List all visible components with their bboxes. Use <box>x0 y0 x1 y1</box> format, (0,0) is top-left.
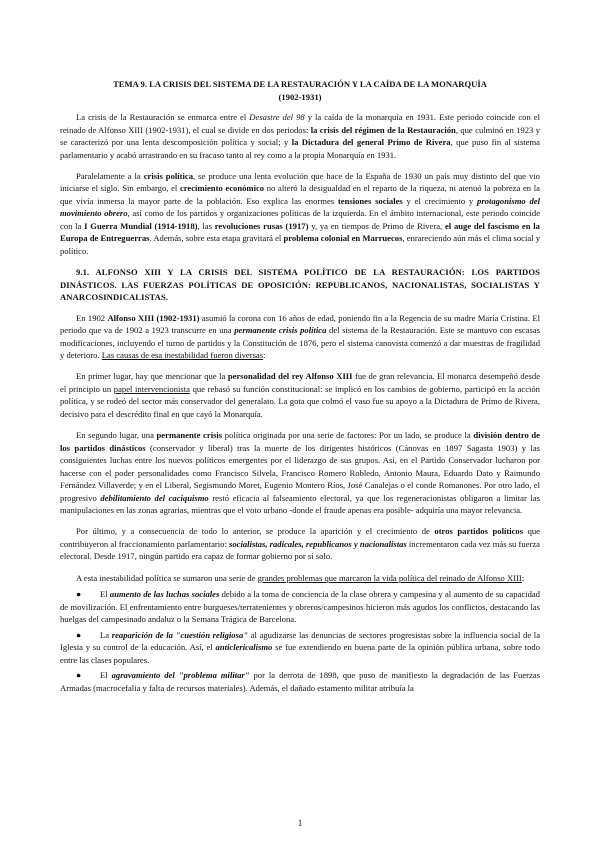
title-line-1: TEMA 9. LA CRISIS DEL SISTEMA DE LA RESTAURACIÓN Y LA CAÍDA DE LA MONARQUÍA <box>113 79 487 89</box>
text: restó eficacia al falseamiento electoral, ya que los regeneracionistas obligaron a limitar las manipulaciones en las zonas agrarias, mientras que el voto urbano -donde el fraude apenas era posible- adquiría una mayor relevancia. <box>60 492 540 516</box>
page-number: 1 <box>297 818 303 828</box>
text: La crisis de la Restauración se enmarca entre el <box>76 112 250 122</box>
text-underlined: Las causas de esa inestabilidad fueron diversas <box>101 350 264 361</box>
text: A esta inestabilidad política se sumaron una serie de <box>76 572 258 583</box>
text-bold: Alfonso XIII (1902-1931) <box>107 312 200 323</box>
text: : <box>521 572 525 583</box>
text: : <box>263 350 266 361</box>
other-parties-paragraph <box>60 525 540 563</box>
text-bold: revoluciones rusas (1917) <box>214 220 309 231</box>
text: La <box>100 629 112 640</box>
text: , que puso fin al sistema parlamentario y acabó arrastrando en su fracaso tanto al rey como a la propia Monarquía en 1931. <box>60 137 540 160</box>
text: política originada por una serie de factores: Por un lado, se produce la <box>222 430 474 441</box>
text: del sistema de la Restauración. Este se mantuvo con escasas modificaciones, incluyendo el turno de partidos y la Constitución de 1876, pero el sistema canovista comenzó a dar muestras de fragilidad y deterioro. <box>60 325 541 361</box>
bullet-icon: ● <box>76 629 82 640</box>
text-bold: la Dictadura del general Primo de Rivera <box>291 137 451 148</box>
text: se fue extendiendo en buena parte de la opinión pública urbana, sobre todo entre las clases populares. <box>60 642 541 665</box>
text-bold: división dentro de los partidos dinásticos <box>60 430 540 453</box>
text: incrementaron cada vez más su fuerza electoral. Desde 1917, ningún partido era capaz de formar gobierno por sí solo. <box>60 538 540 562</box>
political-crisis-paragraph <box>60 429 540 517</box>
alfonso-paragraph <box>60 312 540 362</box>
text-bold-italic: socialistas, radicales, republicanos y nacionalistas <box>229 538 407 549</box>
text-bold: personalidad del rey Alfonso XIII <box>227 371 353 382</box>
text-bold: crecimiento económico <box>179 183 265 194</box>
text-bold: permanente crisis <box>156 430 223 441</box>
text: , enrareciendo aún más el clima social y político. <box>60 233 540 256</box>
text: , las <box>197 220 215 231</box>
page-title <box>60 78 540 103</box>
title-line-2: (1902-1931) <box>278 91 322 102</box>
text-italic: Desastre del 98 <box>249 112 305 122</box>
document-body <box>60 78 540 697</box>
text: y la caída de la monarquía en 1931. Este periodo coincide con el reinado de Alfonso XIII (1902-1931), el cual se divide en dos periodos: <box>60 112 540 135</box>
context-paragraph <box>60 170 540 258</box>
text-bold-italic: permanente crisis política <box>234 325 327 336</box>
text: no alteró la desigualdad en el reparto de la riqueza, ni atenuó la pobreza en la que vivía inmersa la mayor parte de la población. Eso explica las enormes <box>60 183 540 206</box>
text: (conservador y liberal) tras la muerte de los dirigentes históricos (Cánovas en 1897 Sagasta 1903) y las consiguientes luchas entre los nuevos políticos emergentes por el liderazgo de sus grupos. Así, en el Partido Conservador lucharon por hacerse con el poder personalidades como Francisco Silvela, Francisco Romero Robledo, Antonio Maura, Eduardo Dato y Raimundo Fernández Villaverde; y en el Liberal, Segismundo Moret, Eugenio Montero Ríos, José Canalejas o el conde Romanones. Por otro lado, el progresivo <box>60 442 540 503</box>
text-bold-italic: protagonismo del movimiento obrero <box>60 195 540 219</box>
text: fue de gran relevancia. El monarca desempeñó desde el principio un <box>60 371 541 394</box>
text: En primer lugar, hay que mencionar que la <box>76 371 228 382</box>
text-bold-italic: aumento de las luchas sociales <box>109 589 220 600</box>
text-underlined: grandes problemas que marcaron la vida política del reinado de Alfonso XIII <box>257 572 522 583</box>
text-underlined: papel intervencionista <box>113 383 190 394</box>
text: En 1902 <box>76 312 108 323</box>
text: Por último, y a consecuencia de todo lo anterior, se produce la aparición y el crecimiento de <box>76 526 435 537</box>
text-bold-italic: agravamiento del "problema militar" <box>111 670 250 681</box>
text: por la derrota de 1898, que puso de manifiesto la degradación de las Fuerzas Armadas (macrocefalia y falta de recursos materiales). Además, el dañado estamento militar atribuía la <box>60 670 541 693</box>
text: , se produce una lenta evolución que hace de la España de 1930 un país muy distinto del que vio iniciarse el siglo. Sin embargo, el <box>60 170 540 194</box>
text-bold: otros partidos políticos <box>434 526 524 537</box>
text-bold-italic: reaparición de la "cuestión religiosa" <box>111 629 249 640</box>
text: . Además, sobre esta etapa gravitará el <box>149 233 284 244</box>
text-bold: I Guerra Mundial (1914-1918) <box>84 220 198 231</box>
intro-paragraph <box>60 111 540 161</box>
text: , así como de los partidos y organizaciones políticas de la izquierda. En el ámbito internacional, este periodo coincide con la <box>60 208 541 231</box>
text-bold: el auge del fascismo en la Europa de Entreguerras <box>60 220 540 244</box>
king-personality-paragraph <box>60 370 540 420</box>
text: Paralelamente a la <box>76 170 144 181</box>
text-bold-italic: anticlericalismo <box>215 642 273 653</box>
text: En segundo lugar, una <box>76 430 157 441</box>
bullet-icon: ● <box>76 670 82 681</box>
text: que rebasó su función constitucional: se implicó en los cambios de gobierno, participó en la acción política, y se rodeó del sector más conservador del generalato. La gota que colmó el vaso fue su apoyo a la Dictadura de Primo de Rivera, decisivo para el descrédito final en que cayó la Monarquía. <box>60 383 540 419</box>
text: y, ya en tiempos de Primo de Rivera, <box>308 220 445 231</box>
text-bold: crisis política <box>143 170 194 181</box>
text: asumió la corona con 16 años de edad, poniendo fin a la Regencia de su madre María Cristina. El periodo que va de 1902 a 1923 transcurre en una <box>60 312 541 336</box>
bullet-icon: ● <box>76 589 82 600</box>
list-item <box>60 629 540 667</box>
problems-intro-paragraph <box>60 572 540 585</box>
text: debido a la toma de conciencia de la clase obrera y campesina y al aumento de su capacidad de movilización. El enfrentamiento entre burgueses/terratenientes y obreros/campesinos hicieron más agudos los conflictos, destacando las huelgas del campesinado andaluz o la Semana Trágica de Barcelona. <box>60 589 540 625</box>
text: , que culminó en 1923 y se caracterizó por una lenta descomposición política y social; y <box>60 124 541 148</box>
text: El <box>100 670 112 681</box>
text: al agudizarse las denuncias de sectores progresistas sobre la influencia social de la Iglesia y su control de la educación. Así, el <box>60 629 541 653</box>
text-bold: problema colonial en Marruecos <box>283 233 403 244</box>
text: y el crecimiento y <box>402 195 478 206</box>
text-bold: tensiones sociales <box>337 195 403 206</box>
text: que contribuyeron al fraccionamiento parlamentario: <box>60 526 540 549</box>
list-item <box>60 588 540 626</box>
list-item <box>60 669 540 694</box>
section-heading: 9.1. ALFONSO XIII Y LA CRISIS DEL SISTEMA POLÍTICO DE LA RESTAURACIÓN: LOS PARTIDOS DINÁSTICOS. LAS FUERZAS POLÍTICAS DE OPOSICIÓN: REPUBLICANOS, NACIONALISTAS, SOCIALISTAS Y ANARCOSINDICALISTAS. <box>60 267 540 303</box>
text: El <box>100 589 110 600</box>
text-bold: la crisis del régimen de la Restauración <box>310 124 456 135</box>
text-bold-italic: debilitamiento del caciquismo <box>100 492 209 503</box>
